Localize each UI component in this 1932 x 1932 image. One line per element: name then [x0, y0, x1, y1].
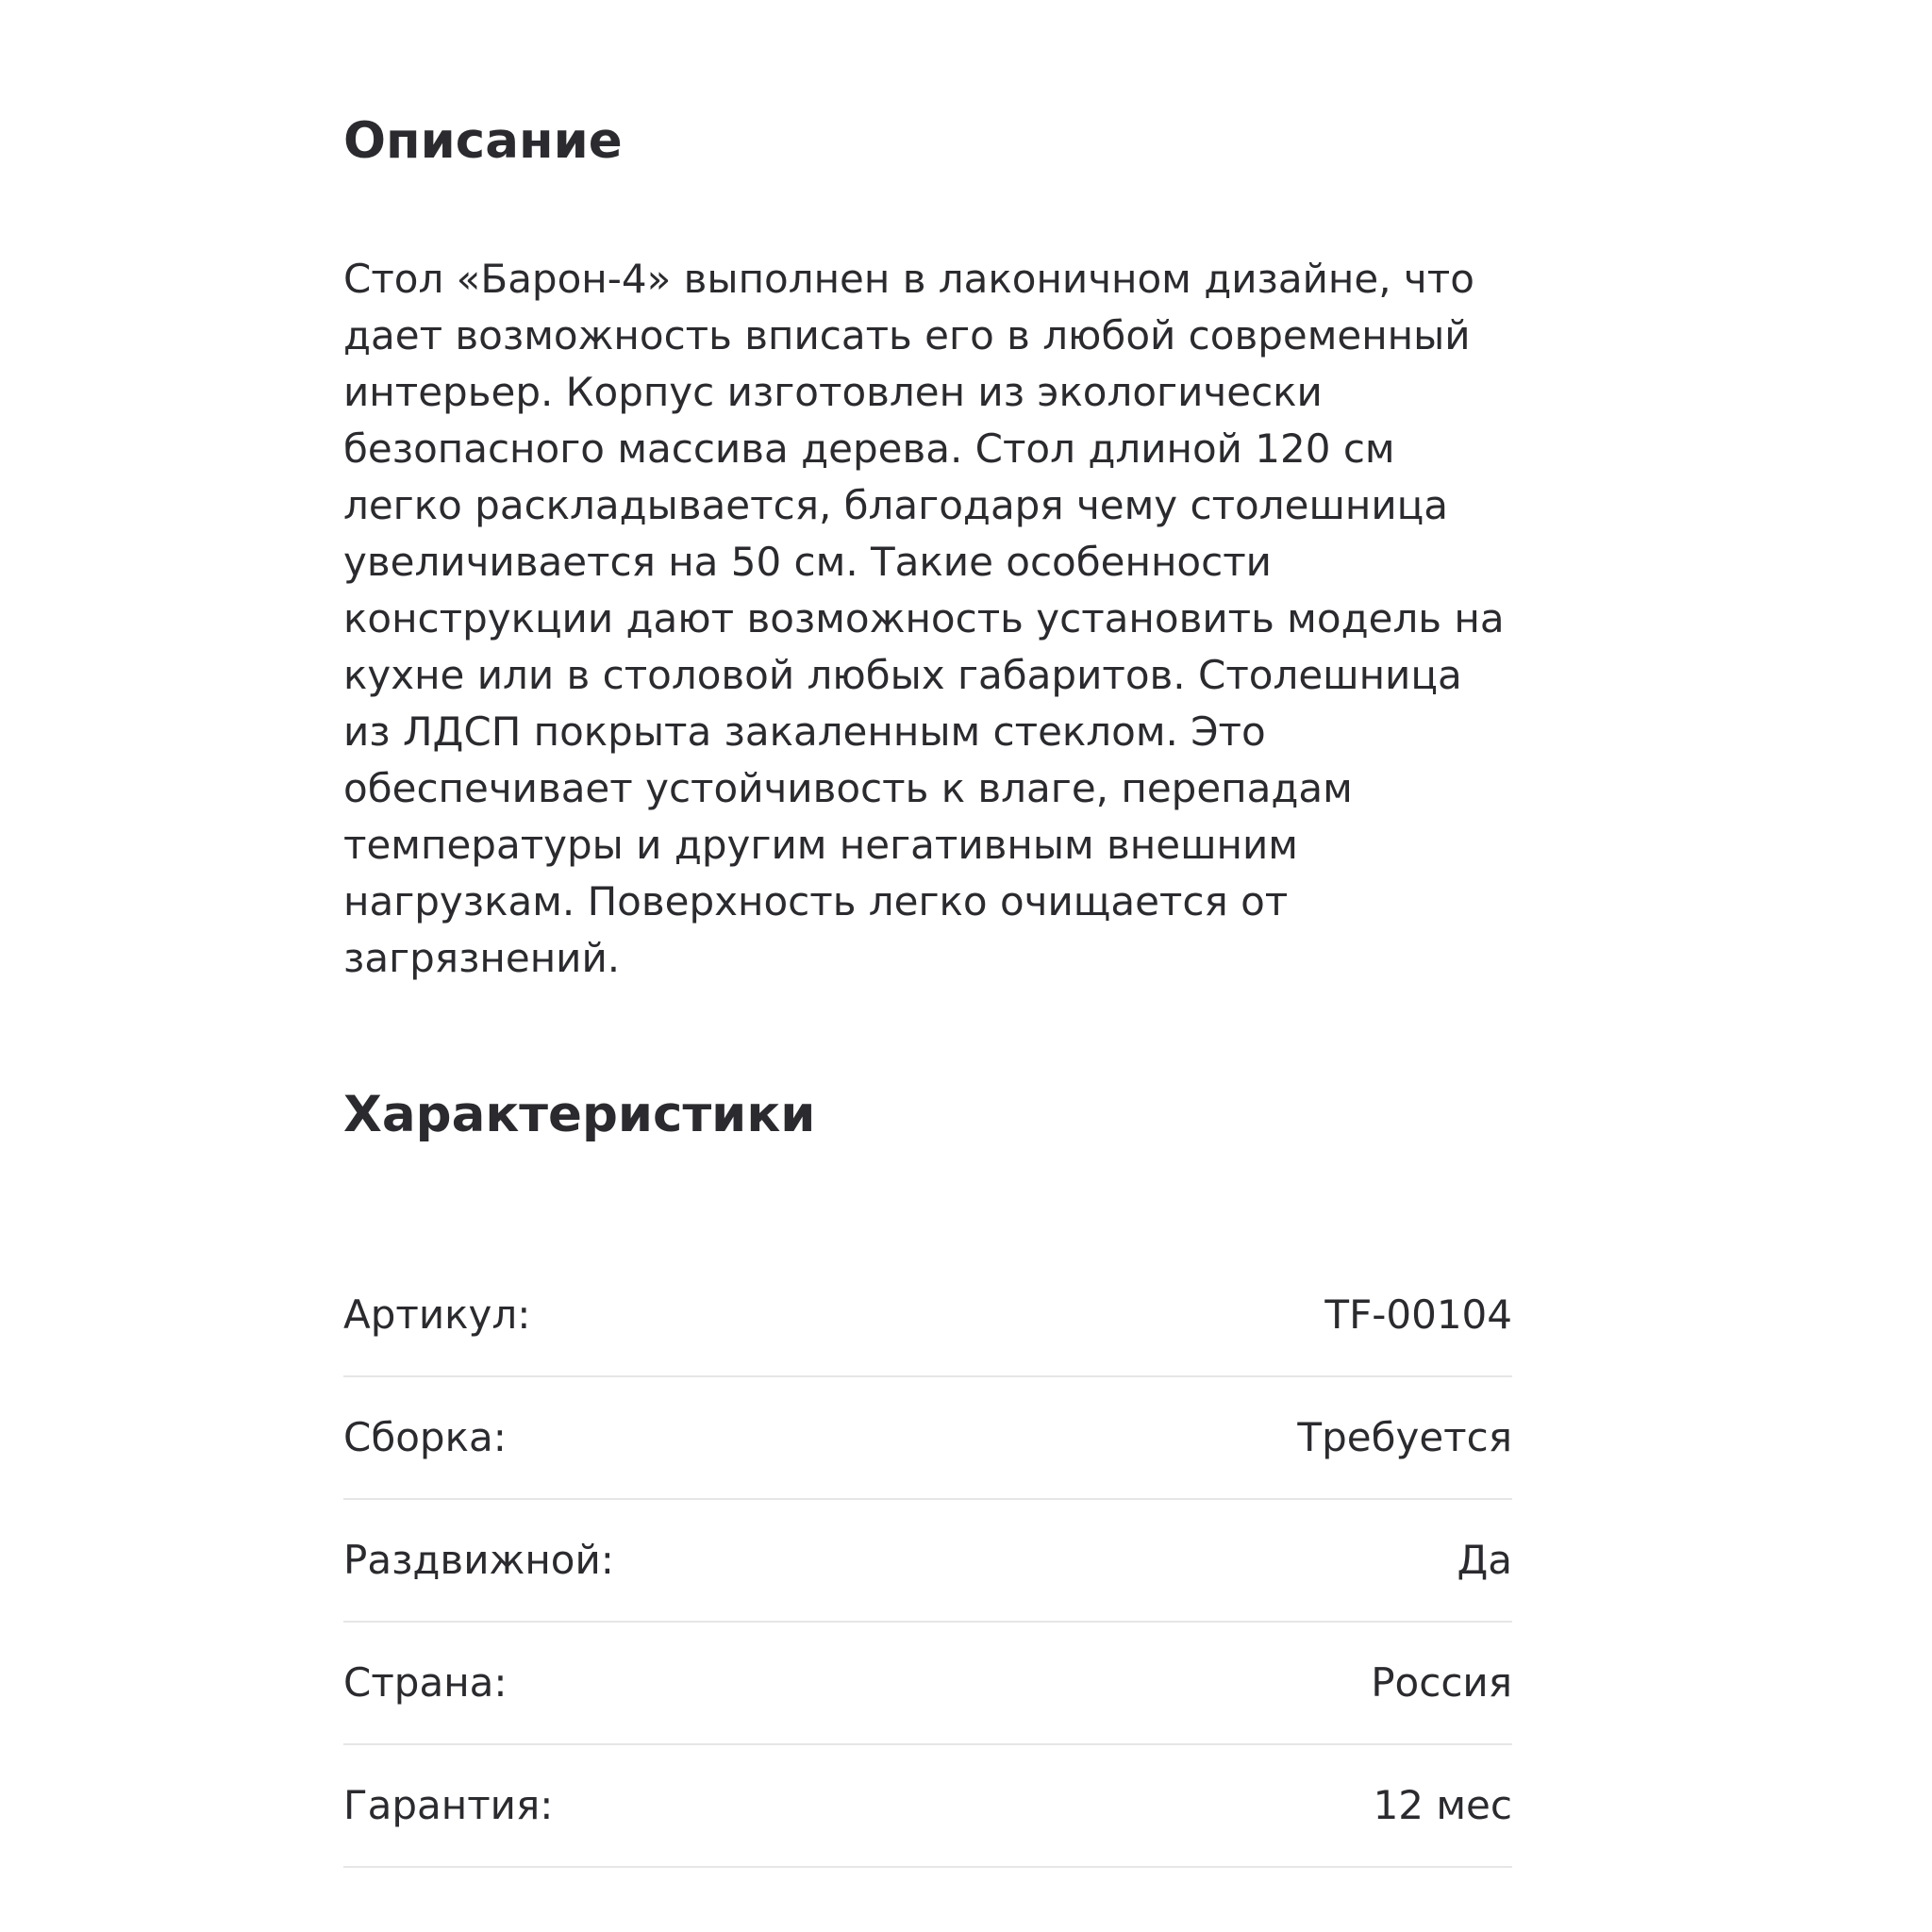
spec-label: Сборка: [343, 1414, 507, 1460]
spec-row-country [343, 1623, 1512, 1745]
spec-label: Артикул: [343, 1291, 531, 1338]
spec-label: Гарантия: [343, 1782, 554, 1828]
spec-row-extendable [343, 1500, 1512, 1623]
description-text: Стол «Барон-4» выполнен в лаконичном дизайне, что дает возможность вписать его в любой современный интерьер. Корпус изготовлен из экологически безопасного массива дерева. Стол длиной 120 см легко раскладывается, благодаря чему столешница увеличивается на 50 см. Такие особенности конструкции дают возможность установить модель на кухне или в столовой любых габаритов. Столешница из ЛДСП покрыта закаленным стеклом. Это обеспечивает устойчивость к влаге, перепадам температуры и другим негативным внешним нагрузкам. Поверхность легко очищается от загрязнений. [343, 256, 1505, 981]
spec-value: TF-00104 [1324, 1291, 1512, 1338]
spec-row-article [343, 1255, 1512, 1377]
spec-label: Раздвижной: [343, 1537, 614, 1583]
spec-value: Россия [1371, 1659, 1512, 1706]
product-info [343, 94, 1512, 1828]
spec-value: Да [1457, 1537, 1512, 1583]
spec-row-assembly [343, 1377, 1512, 1500]
spec-value: Требуется [1297, 1414, 1512, 1460]
spec-row-warranty [343, 1745, 1512, 1868]
specs-heading: Характеристики [343, 1086, 816, 1143]
specs-list [343, 1255, 1512, 1868]
description-heading: Описание [343, 112, 623, 170]
spec-label: Страна: [343, 1659, 508, 1706]
spec-value: 12 мес [1373, 1782, 1512, 1828]
